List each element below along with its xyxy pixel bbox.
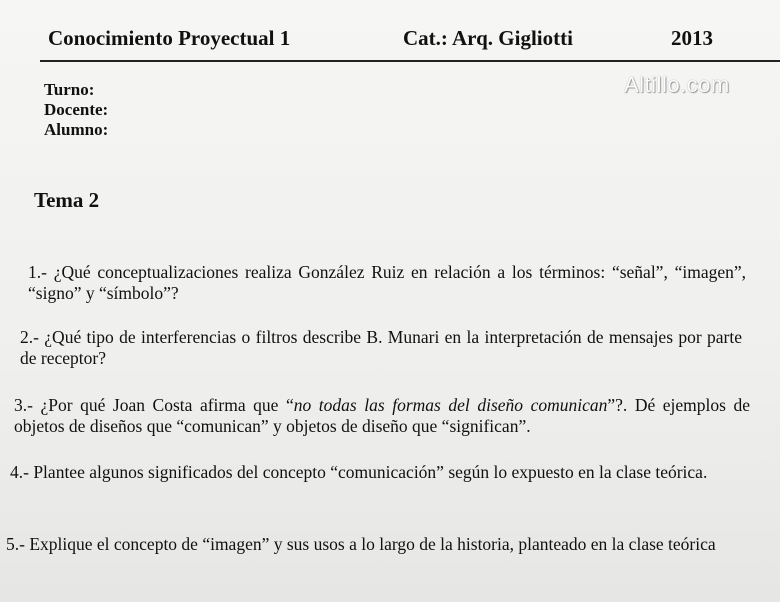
question-1: 1.- ¿Qué conceptualizaciones realiza González Ruiz en relación a los términos: “señal”, “imagen”, “signo” y “símbolo”? xyxy=(28,262,746,303)
field-alumno: Alumno: xyxy=(44,120,109,139)
watermark: Altillo.com xyxy=(624,72,730,97)
question-2: 2.- ¿Qué tipo de interferencias o filtros describe B. Munari en la interpretación de mensajes por parte de receptor? xyxy=(20,327,742,368)
student-fields xyxy=(44,80,108,140)
header-divider xyxy=(40,60,780,62)
question-4: 4.- Plantee algunos significados del concepto “comunicación” según lo expuesto en la clase teórica. xyxy=(10,462,708,482)
tema-heading: Tema 2 xyxy=(34,188,100,212)
field-turno: Turno: xyxy=(44,80,95,99)
field-docente: Docente: xyxy=(44,100,109,119)
question-3-text-end: ”?. Dé ejemplos de objetos de diseños que “comunican” y objetos de diseño que “significan”. xyxy=(14,395,751,436)
course-title: Conocimiento Proyectual 1 xyxy=(48,26,291,50)
question-5: 5.- Explique el concepto de “imagen” y sus usos a lo largo de la historia, planteado en la clase teórica xyxy=(6,534,716,554)
exam-year: 2013 xyxy=(671,26,713,50)
chair-name: Cat.: Arq. Gigliotti xyxy=(403,26,573,50)
question-3-text-start: 3.- ¿Por qué Joan Costa afirma que “ xyxy=(14,395,294,415)
exam-header xyxy=(48,26,748,56)
question-3 xyxy=(14,395,750,437)
question-3-quote: no todas las formas del diseño comunican xyxy=(293,395,608,415)
